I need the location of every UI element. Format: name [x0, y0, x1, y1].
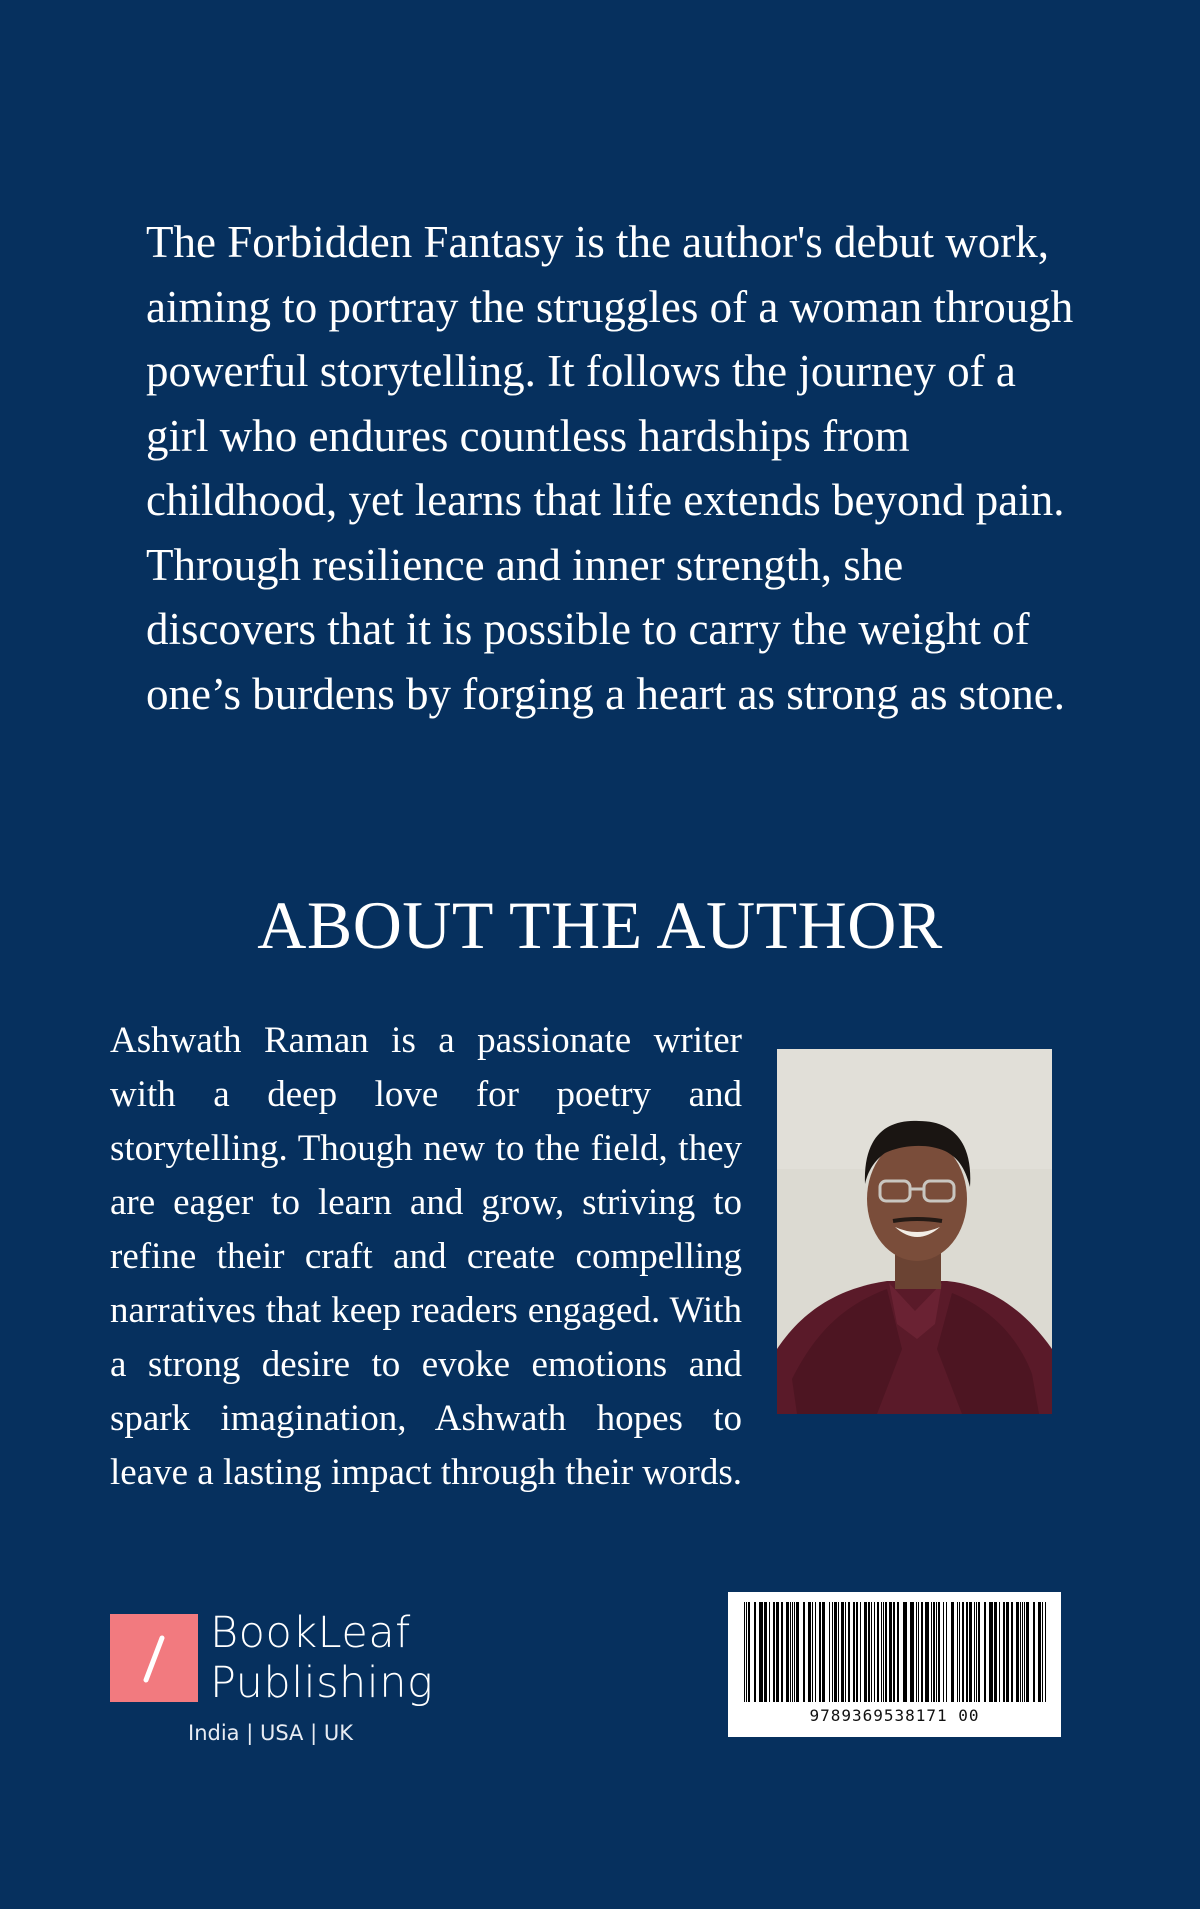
- barcode-bar: [877, 1602, 879, 1702]
- barcode-bar: [845, 1602, 846, 1702]
- barcode-bar: [841, 1602, 844, 1702]
- barcode-bar: [994, 1602, 997, 1702]
- barcode-bar: [969, 1602, 972, 1702]
- barcode-bar: [848, 1602, 850, 1702]
- barcode-bar: [1024, 1602, 1025, 1702]
- barcode-bar: [1016, 1602, 1019, 1702]
- barcode-bar: [903, 1602, 907, 1702]
- barcode-bar: [754, 1602, 756, 1702]
- publisher-logo: [110, 1608, 460, 1754]
- barcode-bar: [1042, 1602, 1043, 1702]
- publisher-name-line1: BookLeaf: [210, 1608, 411, 1658]
- barcode-bar: [776, 1602, 779, 1702]
- barcode-bar: [832, 1602, 833, 1702]
- barcode-bar: [893, 1602, 895, 1702]
- barcode-bar: [860, 1602, 861, 1702]
- barcode-bar: [1020, 1602, 1021, 1702]
- barcode-bar: [989, 1602, 993, 1702]
- barcode-bar: [856, 1602, 858, 1702]
- barcode-bar: [897, 1602, 899, 1702]
- barcode-bar: [759, 1602, 763, 1702]
- barcode-bar: [885, 1602, 887, 1702]
- barcode-bar: [794, 1602, 795, 1702]
- barcode-bar: [957, 1602, 958, 1702]
- barcode-bar: [1003, 1602, 1005, 1702]
- barcode-bar: [916, 1602, 917, 1702]
- barcode-bar: [951, 1602, 954, 1702]
- publisher-regions: India | USA | UK: [188, 1721, 353, 1745]
- barcode-bar: [936, 1602, 937, 1702]
- barcode-bar: [822, 1602, 825, 1702]
- barcode-bar: [959, 1602, 960, 1702]
- barcode-bar: [808, 1602, 811, 1702]
- barcode-bar: [838, 1602, 839, 1702]
- barcode-bar: [1011, 1602, 1013, 1702]
- barcode-bar: [1045, 1602, 1046, 1702]
- barcode-bar: [984, 1602, 986, 1702]
- barcode-bar: [881, 1602, 882, 1702]
- barcode-bar: [819, 1602, 821, 1702]
- barcode-bar: [974, 1602, 975, 1702]
- book-blurb: The Forbidden Fantasy is the author's debut work, aiming to portray the struggles of a woman through powerful storytelling. It follows the journey of a girl who endures countless hardships from childhood, yet learns that life extends beyond pain. Through resilience and inner strength, she discovers that it is possible to carry the weight of one’s burdens by forging a heart as strong as stone.: [146, 217, 1074, 719]
- barcode-bar: [853, 1602, 855, 1702]
- barcode-bar: [874, 1602, 875, 1702]
- barcode-bar: [790, 1602, 791, 1702]
- barcode-bar: [829, 1602, 830, 1702]
- barcode-bar: [781, 1602, 783, 1702]
- barcode-bar: [925, 1602, 929, 1702]
- barcode-bar: [744, 1602, 745, 1702]
- author-bio: Ashwath Raman is a passionate writer with a deep love for poetry and storytelling. Though new to the field, they are eager to learn and grow, striving to refine their craft and create compelling narratives that keep readers engaged. With a strong desire to evoke emotions and spark imagination, Ashwath hopes to leave a lasting impact through their words.: [110, 1020, 742, 1493]
- author-photo: [777, 1049, 1052, 1414]
- barcode-bar: [773, 1602, 775, 1702]
- barcode-bar: [796, 1602, 799, 1702]
- barcode-bar: [883, 1602, 884, 1702]
- barcode-bar: [933, 1602, 935, 1702]
- barcode-bar: [815, 1602, 816, 1702]
- barcode-bar: [943, 1602, 944, 1702]
- barcode-bar: [1038, 1602, 1041, 1702]
- barcode-bar: [910, 1602, 914, 1702]
- publisher-name: [210, 1608, 433, 1708]
- barcode-bar: [769, 1602, 770, 1702]
- barcode-bar: [748, 1602, 750, 1702]
- barcode-bar: [999, 1602, 1000, 1702]
- barcode-bar: [834, 1602, 837, 1702]
- barcode-bar: [966, 1602, 968, 1702]
- barcode-bar: [864, 1602, 867, 1702]
- barcode-bar: [978, 1602, 980, 1702]
- isbn-barcode: [728, 1592, 1061, 1737]
- barcode-bar: [1006, 1602, 1009, 1702]
- barcode-bar: [918, 1602, 919, 1702]
- barcode-bar: [1026, 1602, 1029, 1702]
- barcode-bar: [746, 1602, 747, 1702]
- barcode-bar: [764, 1602, 767, 1702]
- barcode-bar: [803, 1602, 805, 1702]
- barcode-bar: [1033, 1602, 1035, 1702]
- barcode-bar: [946, 1602, 947, 1702]
- barcode-bar: [812, 1602, 813, 1702]
- barcode-number: 9789369538171 00: [809, 1706, 980, 1725]
- slash-logo-icon: [110, 1614, 198, 1702]
- barcode-bar: [921, 1602, 923, 1702]
- barcode-bar: [792, 1602, 793, 1702]
- barcode-bar: [938, 1602, 940, 1702]
- barcode-bar: [976, 1602, 977, 1702]
- barcode-bar: [868, 1602, 870, 1702]
- barcode-bar: [962, 1602, 964, 1702]
- barcode-bar: [931, 1602, 932, 1702]
- barcode-bar: [871, 1602, 872, 1702]
- barcode-bar: [1022, 1602, 1023, 1702]
- about-author-heading: ABOUT THE AUTHOR: [257, 887, 943, 963]
- barcode-bar: [786, 1602, 789, 1702]
- publisher-name-line2: Publishing: [210, 1658, 434, 1708]
- barcode-bar: [889, 1602, 892, 1702]
